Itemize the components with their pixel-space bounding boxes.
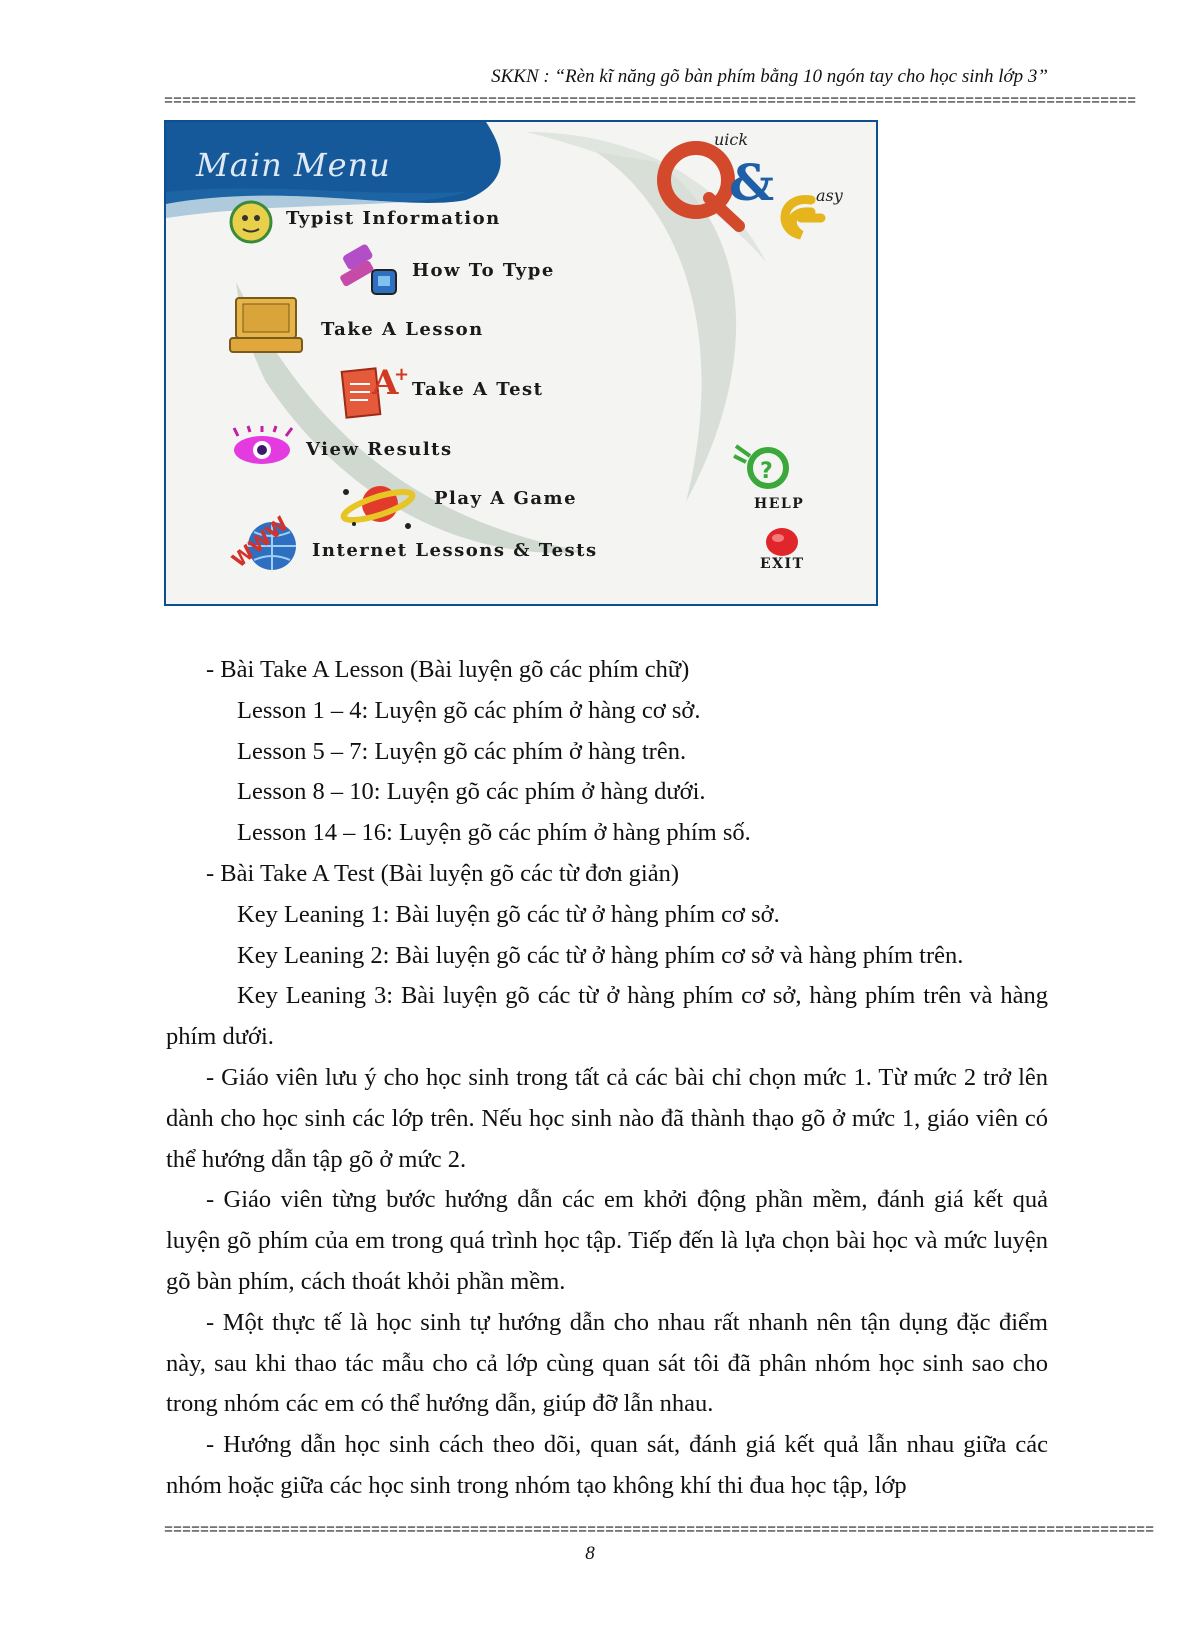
typist-face-icon — [226, 198, 276, 246]
text-line: Key Leaning 1: Bài luyện gõ các từ ở hàng phím cơ sở. — [237, 900, 780, 928]
text-line: - Bài Take A Test (Bài luyện gõ các từ đơn giản) — [206, 859, 680, 887]
header-separator: ============================================================================================================ — [164, 93, 1137, 110]
eye-results-icon — [228, 426, 300, 474]
logo-easy-text: asy — [816, 186, 843, 205]
text-line: Lesson 5 – 7: Luyện gõ các phím ở hàng trên. — [237, 737, 687, 765]
how-to-type-icon — [336, 242, 406, 302]
paragraph: - Hướng dẫn học sinh cách theo dõi, quan sát, đánh giá kết quả lẫn nhau giữa các nhóm hoặc giữa các học sinh trong nhóm tạo không khí thi đua học tập, lớp — [166, 1431, 1048, 1499]
planet-game-icon — [336, 474, 420, 534]
text-line: Key Leaning 2: Bài luyện gõ các từ ở hàng phím cơ sở và hàng phím trên. — [237, 941, 964, 969]
text-line: - Bài Take A Lesson (Bài luyện gõ các phím chữ) — [206, 656, 690, 683]
page-header: SKKN : “Rèn kĩ năng gõ bàn phím bằng 10 ngón tay cho học sinh lớp 3” — [491, 66, 1048, 87]
menu-item-internet-lessons-tests[interactable]: Internet Lessons & Tests — [312, 540, 598, 561]
www-globe-icon — [228, 508, 300, 576]
paragraph: - Giáo viên từng bước hướng dẫn các em khởi động phần mềm, đánh giá kết quả luyện gõ phím của em trong quá trình học tập. Tiếp đến là lựa chọn bài học và mức luyện gõ bàn phím, cách thoát khỏi phần mềm. — [166, 1186, 1048, 1295]
laptop-lesson-icon — [226, 294, 306, 358]
logo-quick-text: uick — [714, 130, 749, 149]
exit-button[interactable]: EXIT — [760, 556, 805, 572]
text-line: Lesson 1 – 4: Luyện gõ các phím ở hàng cơ sở. — [237, 696, 701, 724]
main-menu-screenshot — [164, 120, 878, 606]
paragraph: Key Leaning 3: Bài luyện gõ các từ ở hàng phím cơ sở, hàng phím trên và hàng phím dưới. — [166, 982, 1048, 1051]
paragraph: - Giáo viên lưu ý cho học sinh trong tất cả các bài chỉ chọn mức 1. Từ mức 2 trở lên dành cho học sinh các lớp trên. Nếu học sinh nào đã thành thạo gõ ở mức 1, giáo viên có thể hướng dẫn tập gõ ở mức 2. — [166, 1063, 1048, 1173]
svg-text:&: & — [729, 153, 775, 212]
test-paper-icon — [338, 360, 408, 424]
svg-text:?: ? — [760, 459, 773, 484]
menu-title: Main Menu — [196, 146, 391, 184]
page-number: 8 — [585, 1543, 595, 1564]
help-icon — [732, 440, 792, 490]
svg-text:+: + — [394, 364, 410, 385]
text-line: Lesson 8 – 10: Luyện gõ các phím ở hàng dưới. — [237, 778, 706, 806]
menu-item-how-to-type[interactable]: How To Type — [412, 260, 555, 281]
svg-text:A: A — [372, 363, 399, 403]
text-line: Lesson 14 – 16: Luyện gõ các phím ở hàng phím số. — [237, 819, 751, 847]
help-button[interactable]: HELP — [754, 496, 805, 512]
menu-item-view-results[interactable]: View Results — [306, 439, 453, 460]
menu-item-play-a-game[interactable]: Play A Game — [434, 488, 578, 509]
paragraph: - Một thực tế là học sinh tự hướng dẫn cho nhau rất nhanh nên tận dụng đặc điểm này, sau khi thao tác mẫu cho cả lớp cùng quan sát tôi đã phân nhóm học sinh sao cho trong nhóm các em có thể hướng dẫn, giúp đỡ lẫn nhau. — [166, 1308, 1048, 1418]
menu-item-take-a-test[interactable]: Take A Test — [412, 379, 544, 400]
menu-item-take-a-lesson[interactable]: Take A Lesson — [321, 319, 484, 340]
exit-icon — [762, 524, 806, 560]
body-text — [166, 650, 1048, 1507]
menu-item-typist-information[interactable]: Typist Information — [286, 208, 501, 229]
footer-separator: ============================================================================================================== — [164, 1522, 1155, 1539]
svg-text:WWW: WWW — [226, 511, 294, 573]
